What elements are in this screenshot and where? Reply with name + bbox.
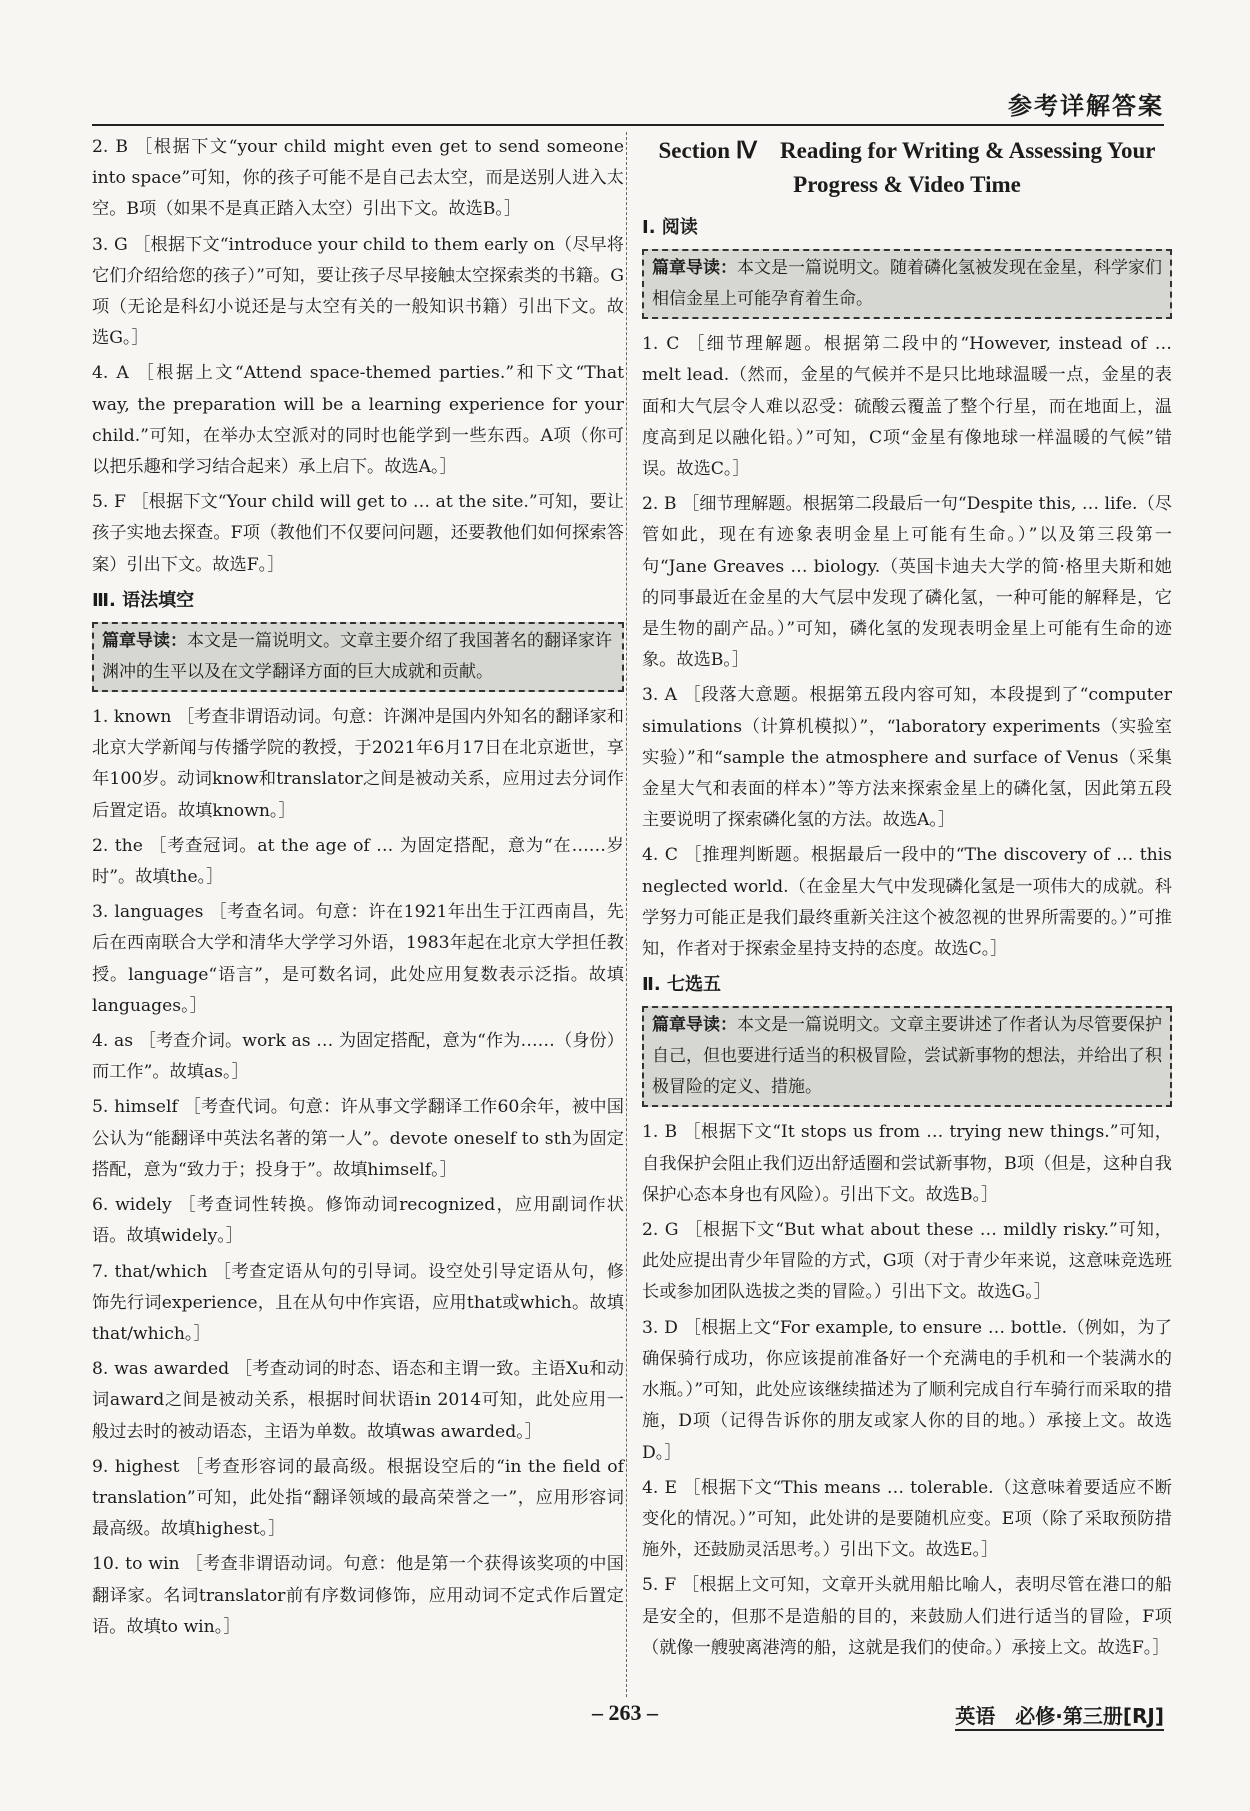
answer-item: 8. was awarded ［考查动词的时态、语态和主谓一致。主语Xu和动词award之间是被动关系，根据时间状语in 2014可知，此处应用一般过去时的被动语态，主语为单数。故填was awarded。］ [92,1359,624,1442]
chapter-guide-text: 本文是一篇说明文。随着磷化氢被发现在金星，科学家们相信金星上可能孕育着生命。 [652,258,1162,310]
section-heading: Ⅰ. 阅读 [642,217,698,238]
answer-item: 6. widely ［考查词性转换。修饰动词recognized，应用副词作状语。故填widely。］ [92,1195,624,1247]
answer-item: 1. known ［考查非谓语动词。句意：许渊冲是国内外知名的翻译家和北京大学新闻与传播学院的教授，于2021年6月17日在北京逝世，享年100岁。动词know和translator之间是被动关系，应用过去分词作后置定语。故填known。］ [92,707,624,821]
section-heading: Ⅲ. 语法填空 [92,589,195,611]
answer-item: 3. A ［段落大意题。根据第五段内容可知，本段提到了“computer simulations（计算机模拟）”，“laboratory experiments（实验室实验）”和“sample the atmosphere and surface of Venus（采集金星大气和表面的样本）”等方法来探索金星上的磷化氢，因此第五段主要说明了探索磷化氢的方法。故选A。］ [642,685,1172,831]
chapter-guide [642,249,1172,319]
answer-item: 2. the ［考查冠词。at the age of … 为固定搭配，意为“在……岁时”。故填the。］ [92,835,624,888]
answer-item: 1. B ［根据下文“It stops us from … trying new things.”可知，自我保护会阻止我们迈出舒适圈和尝试新事物，B项（但是，这种自我保护心态本身也有风险）。引出下文。故选B。］ [642,1122,1172,1205]
answer-item: 3. G ［根据下文“introduce your child to them early on（尽早将它们介绍给您的孩子）”可知，要让孩子尽早接触太空探索类的书籍。G项（无论是科幻小说还是与太空有关的一般知识书籍）引出下文。故选G。］ [92,234,624,349]
right-column [642,132,1172,1668]
chapter-guide-label: 篇章导读： [652,1015,737,1036]
section-title: Section Ⅳ Reading for Writing & Assessing Your Progress & Video Time [658,138,1156,197]
answer-item: 4. E ［根据下文“This means … tolerable.（这意味着要适应不断变化的情况。）”可知，此处讲的是要随机应变。E项（除了采取预防措施外，还鼓励灵活思考。）引出下文。故选E。］ [642,1477,1172,1561]
answer-item: 2. B ［根据下文“your child might even get to send someone into space”可知，你的孩子可能不是自己去太空，而是送别人进入太空。B项（如果不是真正踏入太空）引出下文。故选B。］ [92,137,624,220]
answer-item: 4. as ［考查介词。work as … 为固定搭配，意为“作为……（身份）而工作”。故填as。］ [92,1031,624,1083]
answer-item: 3. languages ［考查名词。句意：许在1921年出生于江西南昌，先后在西南联合大学和清华大学学习外语，1983年起在北京大学担任教授。language“语言”，是可数名词，此处应用复数表示泛指。故填languages。］ [92,902,624,1016]
answer-item: 5. himself ［考查代词。句意：许从事文学翻译工作60余年，被中国公认为“能翻译中英法名著的第一人”。devote oneself to sth为固定搭配，意为“致力于；投身于”。故填himself。］ [92,1097,624,1180]
section-heading: Ⅱ. 七选五 [642,974,721,996]
book-label: 英语 必修·第三册[RJ] [955,1700,1164,1731]
answer-item: 3. D ［根据上文“For example, to ensure … bottle.（例如，为了确保骑行成功，你应该提前准备好一个充满电的手机和一个装满水的水瓶。）”可知，此处应该继续描述为了顺利完成自行车骑行而采取的措施，D项（记得告诉你的朋友或家人你的目的地。）承接上文。故选D。］ [642,1317,1172,1463]
page-number: – 263 – [592,1700,658,1725]
answer-item: 4. A ［根据上文“Attend space-themed parties.”和下文“That way, the preparation will be a learning experience for your child.”可知，在举办太空派对的同时也能学到一些东西。A项（你可以把乐趣和学习结合起来）承上启下。故选A。］ [92,363,624,478]
chapter-guide [92,622,624,692]
chapter-guide [642,1006,1172,1107]
header-rule [92,124,1164,126]
answer-item: 5. F ［根据上文可知，文章开头就用船比喻人，表明尽管在港口的船是安全的，但那不是造船的目的，来鼓励人们进行适当的冒险，F项（就像一艘驶离港湾的船，这就是我们的使命。）承接上文。故选F。］ [642,1575,1172,1658]
answer-item: 4. C ［推理判断题。根据最后一段中的“The discovery of … this neglected world.（在金星大气中发现磷化氢是一项伟大的成就。科学努力可能正是我们最终重新关注这个被忽视的世界所需要的。）”可推知，作者对于探索金星持支持的态度。故选C。］ [642,845,1172,960]
answer-item: 5. F ［根据下文“Your child will get to … at the site.”可知，要让孩子实地去探查。F项（教他们不仅要问问题，还要教他们如何探索答案）引出下文。故选F。］ [92,492,624,575]
answer-item: 10. to win ［考查非谓语动词。句意：他是第一个获得该奖项的中国翻译家。名词translator前有序数词修饰，应用动词不定式作后置定语。故填to win。］ [92,1554,624,1637]
chapter-guide-text: 本文是一篇说明文。文章主要讲述了作者认为尽管要保护自己，但也要进行适当的积极冒险，尝试新事物的想法，并给出了积极冒险的定义、措施。 [652,1015,1162,1098]
header-title: 参考详解答案 [1008,92,1164,120]
answer-item: 1. C ［细节理解题。根据第二段中的“However, instead of … melt lead.（然而，金星的气候并不是只比地球温暖一点，金星的表面和大气层令人难以忍受：硫酸云覆盖了整个行星，而在地面上，温度高到足以融化铅。）”可知，C项“金星有像地球一样温暖的气候”错误。故选C。］ [642,334,1172,480]
column-divider [626,132,627,1697]
answer-item: 9. highest ［考查形容词的最高级。根据设空后的“in the field of translation”可知，此处指“翻译领域的最高荣誉之一”，应用形容词最高级。故填highest。］ [92,1456,624,1540]
chapter-guide-text: 本文是一篇说明文。文章主要介绍了我国著名的翻译家许渊冲的生平以及在文学翻译方面的巨大成就和贡献。 [102,631,612,683]
answer-item: 2. B ［细节理解题。根据第二段最后一句“Despite this, … life.（尽管如此，现在有迹象表明金星上可能有生命。）”以及第三段第一句“Jane Greaves … biology.（英国卡迪夫大学的简·格里夫斯和她的同事最近在金星的大气层中发现了磷化氢，一种可能的解释是，它是生物的副产品。）”可知，磷化氢的发现表明金星上可能有生命的迹象。故选B。］ [642,494,1172,671]
left-column [92,132,624,1647]
chapter-guide-label: 篇章导读： [102,631,187,652]
answer-item: 2. G ［根据下文“But what about these … mildly risky.”可知，此处应提出青少年冒险的方式，G项（对于青少年来说，这意味竞选班长或参加团队选拔之类的冒险。）引出下文。故选G。］ [642,1220,1172,1303]
chapter-guide-label: 篇章导读： [652,258,737,279]
answer-item: 7. that/which ［考查定语从句的引导词。设空处引导定语从句，修饰先行词experience，且在从句中作宾语，应用that或which。故填that/which。］ [92,1261,624,1344]
right-column-body [642,212,1172,1664]
